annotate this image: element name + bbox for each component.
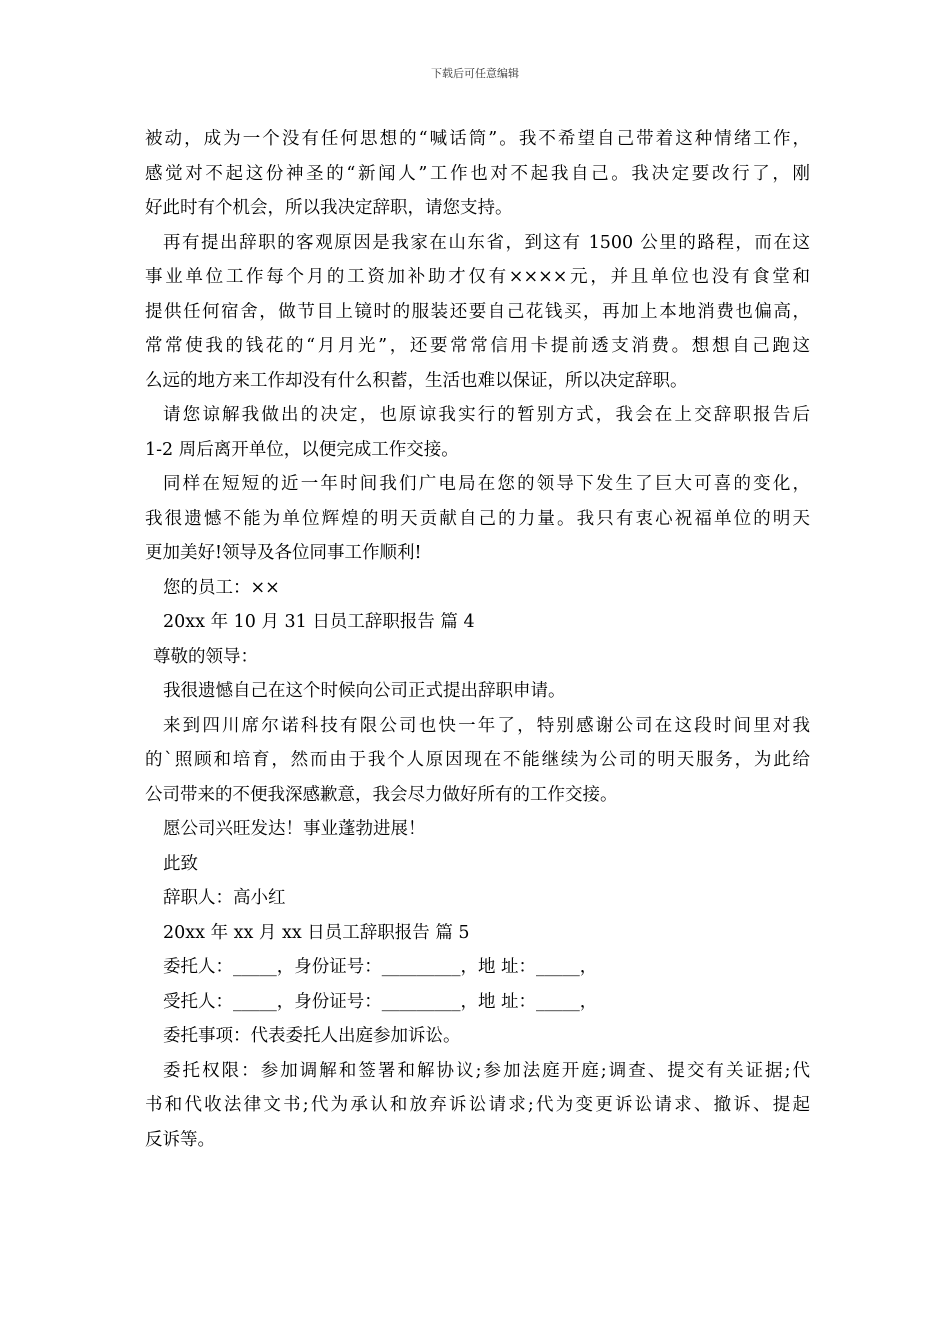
text-line: 愿公司兴旺发达！事业蓬勃进展！ <box>163 819 426 839</box>
text-line: 我很遗憾不能为单位辉煌的明天贡献自己的力量。我只有衷心祝福单位的明天 <box>145 508 810 529</box>
text-line: 我很遗憾自己在这个时候向公司正式提出辞职申请。 <box>163 681 566 701</box>
text-line: 好此时有个机会，所以我决定辞职，请您支持。 <box>145 198 513 218</box>
text-line: 此致 <box>163 853 198 874</box>
text-line: 感觉对不起这份神圣的“新闻人”工作也对不起我自己。我决定要改行了，刚 <box>145 163 810 184</box>
text-line: 提供任何宿舍，做节目上镜时的服装还要自己花钱买，再加上本地消费也偏高， <box>145 301 810 322</box>
text-line: 委托权限：参加调解和签署和解协议;参加法庭开庭;调查、提交有关证据;代 <box>163 1060 810 1081</box>
text-line: 来到四川席尔诺科技有限公司也快一年了，特别感谢公司在这段时间里对我 <box>163 715 810 736</box>
text-line: 更加美好!领导及各位同事工作顺利! <box>145 543 422 563</box>
text-line: 请您谅解我做出的决定，也原谅我实行的暂别方式，我会在上交辞职报告后 <box>163 405 810 425</box>
text-line: 事业单位工作每个月的工资加补助才仅有××××元，并且单位也没有食堂和 <box>145 267 810 287</box>
form-line-principal: 委托人：_____，身份证号：_________，地 址：_____， <box>163 957 598 977</box>
text-line: 您的员工：×× <box>163 577 280 598</box>
document-body <box>145 122 810 1157</box>
text-line: 1-2 周后离开单位，以便完成工作交接。 <box>145 439 459 460</box>
text-line: 常常使我的钱花的“月月光”，还要常常信用卡提前透支消费。想想自己跑这 <box>145 336 810 356</box>
text-line: 公司带来的不便我深感歉意，我会尽力做好所有的工作交接。 <box>145 784 618 805</box>
text-line: 委托事项：代表委托人出庭参加诉讼。 <box>163 1026 461 1046</box>
text-line: 的`照顾和培育，然而由于我个人原因现在不能继续为公司的明天服务，为此给 <box>145 750 810 770</box>
text-line: 书和代收法律文书;代为承认和放弃诉讼请求;代为变更诉讼请求、撤诉、提起 <box>145 1095 810 1115</box>
text-line: 同样在短短的近一年时间我们广电局在您的领导下发生了巨大可喜的变化， <box>163 474 810 494</box>
text-line: 被动，成为一个没有任何思想的“喊话筒”。我不希望自己带着这种情绪工作， <box>145 129 810 149</box>
form-line-agent: 受托人：_____，身份证号：_________，地 址：_____， <box>163 991 598 1012</box>
signature-line: 辞职人：高小红 <box>163 888 286 908</box>
text-line: 再有提出辞职的客观原因是我家在山东省，到这有 1500 公里的路程，而在这 <box>163 232 810 253</box>
section-heading: 20xx 年 xx 月 xx 日员工辞职报告 篇 5 <box>163 922 470 943</box>
page-header-note: 下载后可任意编辑 <box>431 67 519 80</box>
text-line: 么远的地方来工作却没有什么积蓄，生活也难以保证，所以决定辞职。 <box>145 370 688 391</box>
salutation: 尊敬的领导： <box>153 646 258 667</box>
text-line: 反诉等。 <box>145 1129 215 1150</box>
section-heading: 20xx 年 10 月 31 日员工辞职报告 篇 4 <box>163 612 475 632</box>
